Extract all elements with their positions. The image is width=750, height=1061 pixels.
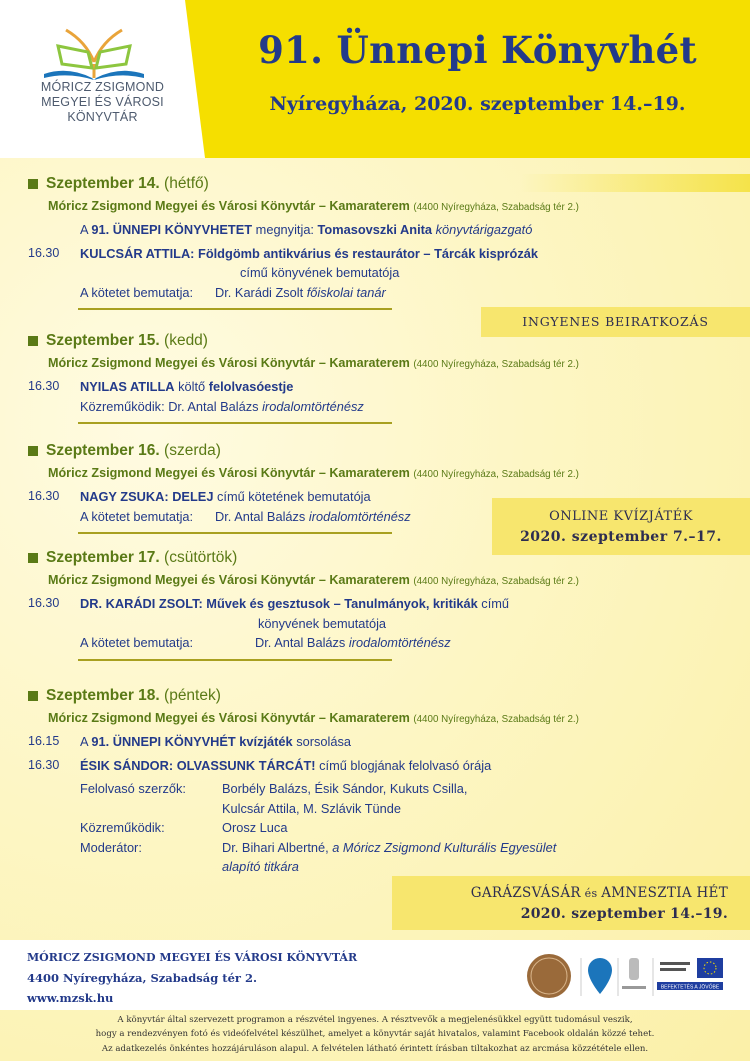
library-logo-text: MÓRICZ ZSIGMOND MEGYEI ÉS VÁROSI KÖNYVTÁR [40, 80, 165, 124]
venue-address: (4400 Nyíregyháza, Szabadság tér 2.) [413, 202, 579, 213]
row-label: Felolvasó szerzők: [80, 781, 186, 796]
free-registration-box: INGYENES BEIRATKOZÁS [481, 307, 750, 337]
day-date: Szeptember 17. [46, 549, 160, 566]
divider-line [78, 659, 392, 661]
bullet-square-icon [28, 179, 38, 189]
program-time: 16.30 [28, 245, 60, 260]
venue [0, 196, 750, 220]
row-text: Dr. Bihari Albertné, [222, 839, 333, 855]
szechenyi-2020-icon [588, 958, 612, 994]
row-label: Moderátor: [80, 839, 142, 855]
sponsor-logos [525, 952, 730, 1000]
row-text: Borbély Balázs, Ésik Sándor, Kukuts Csilla, [222, 781, 468, 796]
day-date: Szeptember 16. [46, 442, 160, 459]
program-time: 16.15 [28, 734, 60, 748]
program-item [0, 756, 750, 776]
header-banner [185, 0, 750, 158]
day-weekday: (kedd) [164, 332, 208, 349]
row-text: című [477, 596, 510, 611]
row-text: A [80, 734, 92, 749]
day-date: Szeptember 18. [46, 687, 160, 704]
row-text: könyvének bemutatója [258, 615, 387, 631]
row-label: Közreműködik: [80, 820, 165, 835]
program-row [0, 732, 750, 752]
footer-website[interactable]: www.mzsk.hu [27, 991, 114, 1005]
venue-address: (4400 Nyíregyháza, Szabadság tér 2.) [413, 576, 579, 587]
divider-line [78, 308, 392, 310]
bullet-square-icon [28, 691, 38, 701]
program-time: 16.30 [28, 489, 60, 503]
row-text: Közreműködik: Dr. Antal Balázs [80, 398, 263, 414]
row-text: Dr. Antal Balázs [215, 508, 309, 524]
row-text: NAGY ZSUKA: DELEJ [80, 489, 214, 504]
online-quiz-box: ONLINE KVÍZJÁTÉK 2020. szeptember 7.–17. [492, 498, 750, 555]
program-row [0, 283, 750, 303]
divider-line [78, 422, 392, 424]
program-row [0, 857, 750, 877]
footer [0, 940, 750, 1010]
hungarian-government-crest-icon [622, 958, 646, 989]
program-item [0, 732, 750, 752]
program-row [0, 220, 750, 240]
row-text: felolvasóestje [208, 379, 294, 394]
program-row [0, 633, 750, 653]
row-text: című blogjának felolvasó órája [315, 757, 492, 773]
row-text: ÉSIK SÁNDOR: OLVASSUNK TÁRCÁT! [80, 757, 316, 773]
day-section [0, 174, 750, 310]
program-row [0, 594, 750, 614]
day-weekday: (hétfő) [164, 175, 209, 192]
row-text: költő [174, 379, 209, 394]
venue-name: Móricz Zsigmond Megyei és Városi Könyvtár – Kamaraterem [48, 466, 410, 480]
divider-line [78, 532, 392, 534]
row-text: KULCSÁR ATTILA: Földgömb antikvárius és restaurátor – Tárcák kisprózák [80, 245, 538, 261]
program-time: 16.30 [28, 379, 60, 393]
day-weekday: (csütörtök) [164, 549, 238, 566]
day-section [0, 548, 750, 661]
row-text: irodalomtörténész [308, 508, 411, 524]
day-weekday: (szerda) [164, 442, 221, 459]
row-text: megnyitja: [252, 222, 318, 237]
row-text: Dr. Karádi Zsolt [215, 284, 307, 300]
row-text: 91. ÜNNEPI KÖNYVHETET [91, 222, 253, 237]
program-item [0, 377, 750, 416]
row-text: Tomasovszki Anita [317, 222, 433, 237]
program-item [0, 779, 750, 877]
program-item [0, 594, 750, 653]
bullet-square-icon [28, 446, 38, 456]
garage-sale-box: GARÁZSVÁSÁR és AMNESZTIA HÉT 2020. szeptember 14.–19. [392, 876, 750, 930]
quality-seal-icon [527, 954, 571, 998]
row-text: Orosz Luca [222, 820, 288, 835]
row-text: Dr. Antal Balázs [255, 635, 349, 650]
row-text: című könyvének bemutatója [240, 265, 400, 280]
day-date: Szeptember 15. [46, 332, 160, 349]
program-item [0, 244, 750, 303]
row-text: NYILAS ATILLA [80, 379, 175, 394]
day-date: Szeptember 14. [46, 175, 160, 192]
page-subtitle: Nyíregyháza, 2020. szeptember 14.–19. [269, 93, 686, 115]
program-row [0, 244, 750, 264]
venue [0, 708, 750, 732]
venue [0, 463, 750, 487]
row-text: című kötetének bemutatója [213, 489, 371, 504]
venue-name: Móricz Zsigmond Megyei és Városi Könyvtár – Kamaraterem [48, 711, 410, 725]
row-text: alapító titkára [222, 859, 299, 874]
row-text: irodalomtörténész [262, 398, 364, 414]
row-label: A kötetet bemutatja: [80, 284, 194, 300]
footer-org: MÓRICZ ZSIGMOND MEGYEI ÉS VÁROSI KÖNYVTÁR [27, 951, 358, 964]
bullet-square-icon [28, 553, 38, 563]
venue [0, 570, 750, 594]
venue-address: (4400 Nyíregyháza, Szabadság tér 2.) [413, 359, 579, 370]
venue-name: Móricz Zsigmond Megyei és Városi Könyvtár – Kamaraterem [48, 199, 410, 213]
row-text: irodalomtörténész [348, 635, 451, 650]
day-section [0, 686, 750, 877]
program-time: 16.30 [28, 757, 60, 772]
program-row [0, 377, 750, 397]
program-row [0, 756, 750, 776]
library-logo-icon [38, 22, 150, 82]
row-label: A kötetet bemutatja: [80, 508, 194, 524]
venue-name: Móricz Zsigmond Megyei és Városi Könyvtár – Kamaraterem [48, 356, 410, 370]
program-row [0, 838, 750, 858]
footer-address: 4400 Nyíregyháza, Szabadság tér 2. [27, 971, 257, 985]
venue-address: (4400 Nyíregyháza, Szabadság tér 2.) [413, 469, 579, 480]
row-text: 91. ÜNNEPI KÖNYVHÉT kvízjáték [91, 734, 293, 749]
program-item [0, 220, 750, 240]
day-heading [0, 686, 750, 708]
header-logo-panel [0, 0, 205, 158]
venue [0, 353, 750, 377]
svg-text:BEFEKTETÉS A JÖVŐBE: BEFEKTETÉS A JÖVŐBE [660, 984, 720, 991]
venue-name: Móricz Zsigmond Megyei és Városi Könyvtár – Kamaraterem [48, 573, 410, 587]
day-weekday: (péntek) [164, 687, 221, 704]
program-row [0, 397, 750, 417]
row-text: könyvtárigazgató [432, 222, 533, 237]
venue-address: (4400 Nyíregyháza, Szabadság tér 2.) [413, 714, 579, 725]
program-row [0, 818, 750, 838]
row-text: főiskolai tanár [306, 284, 386, 300]
program-row [0, 779, 750, 799]
bullet-square-icon [28, 336, 38, 346]
row-text: A [80, 222, 92, 237]
row-text: Kulcsár Attila, M. Szlávik Tünde [222, 800, 401, 816]
row-label: A kötetet bemutatja: [80, 635, 194, 650]
program-row [0, 263, 750, 283]
program-row [0, 614, 750, 634]
row-text: sorsolása [292, 734, 351, 749]
disclaimer: A könyvtár által szervezett programon a részvétel ingyenes. A résztvevők a megjelenésükkel együtt tudomásul veszik, hogy a rendezvényen fotó és videófelvétel készülhet, amelyet a könyvtár saját hivatalos, valamint Facebook oldalán közzé tehet. Az adatkezelés önkéntes hozzájáruláson alapul. A felvételen látható érintett írásban tiltakozhat az arcmása közzététele ellen. [95, 1015, 655, 1054]
row-text: a Móricz Zsigmond Kulturális Egyesület [332, 839, 557, 855]
page-title: 91. Ünnepi Könyvhét [258, 28, 697, 72]
program-time: 16.30 [28, 596, 60, 610]
row-text: DR. KARÁDI ZSOLT: Művek és gesztusok – Tanulmányok, kritikák [80, 596, 478, 611]
day-section [0, 331, 750, 424]
day-heading [0, 441, 750, 463]
day-heading [0, 174, 750, 196]
program-row [0, 799, 750, 819]
